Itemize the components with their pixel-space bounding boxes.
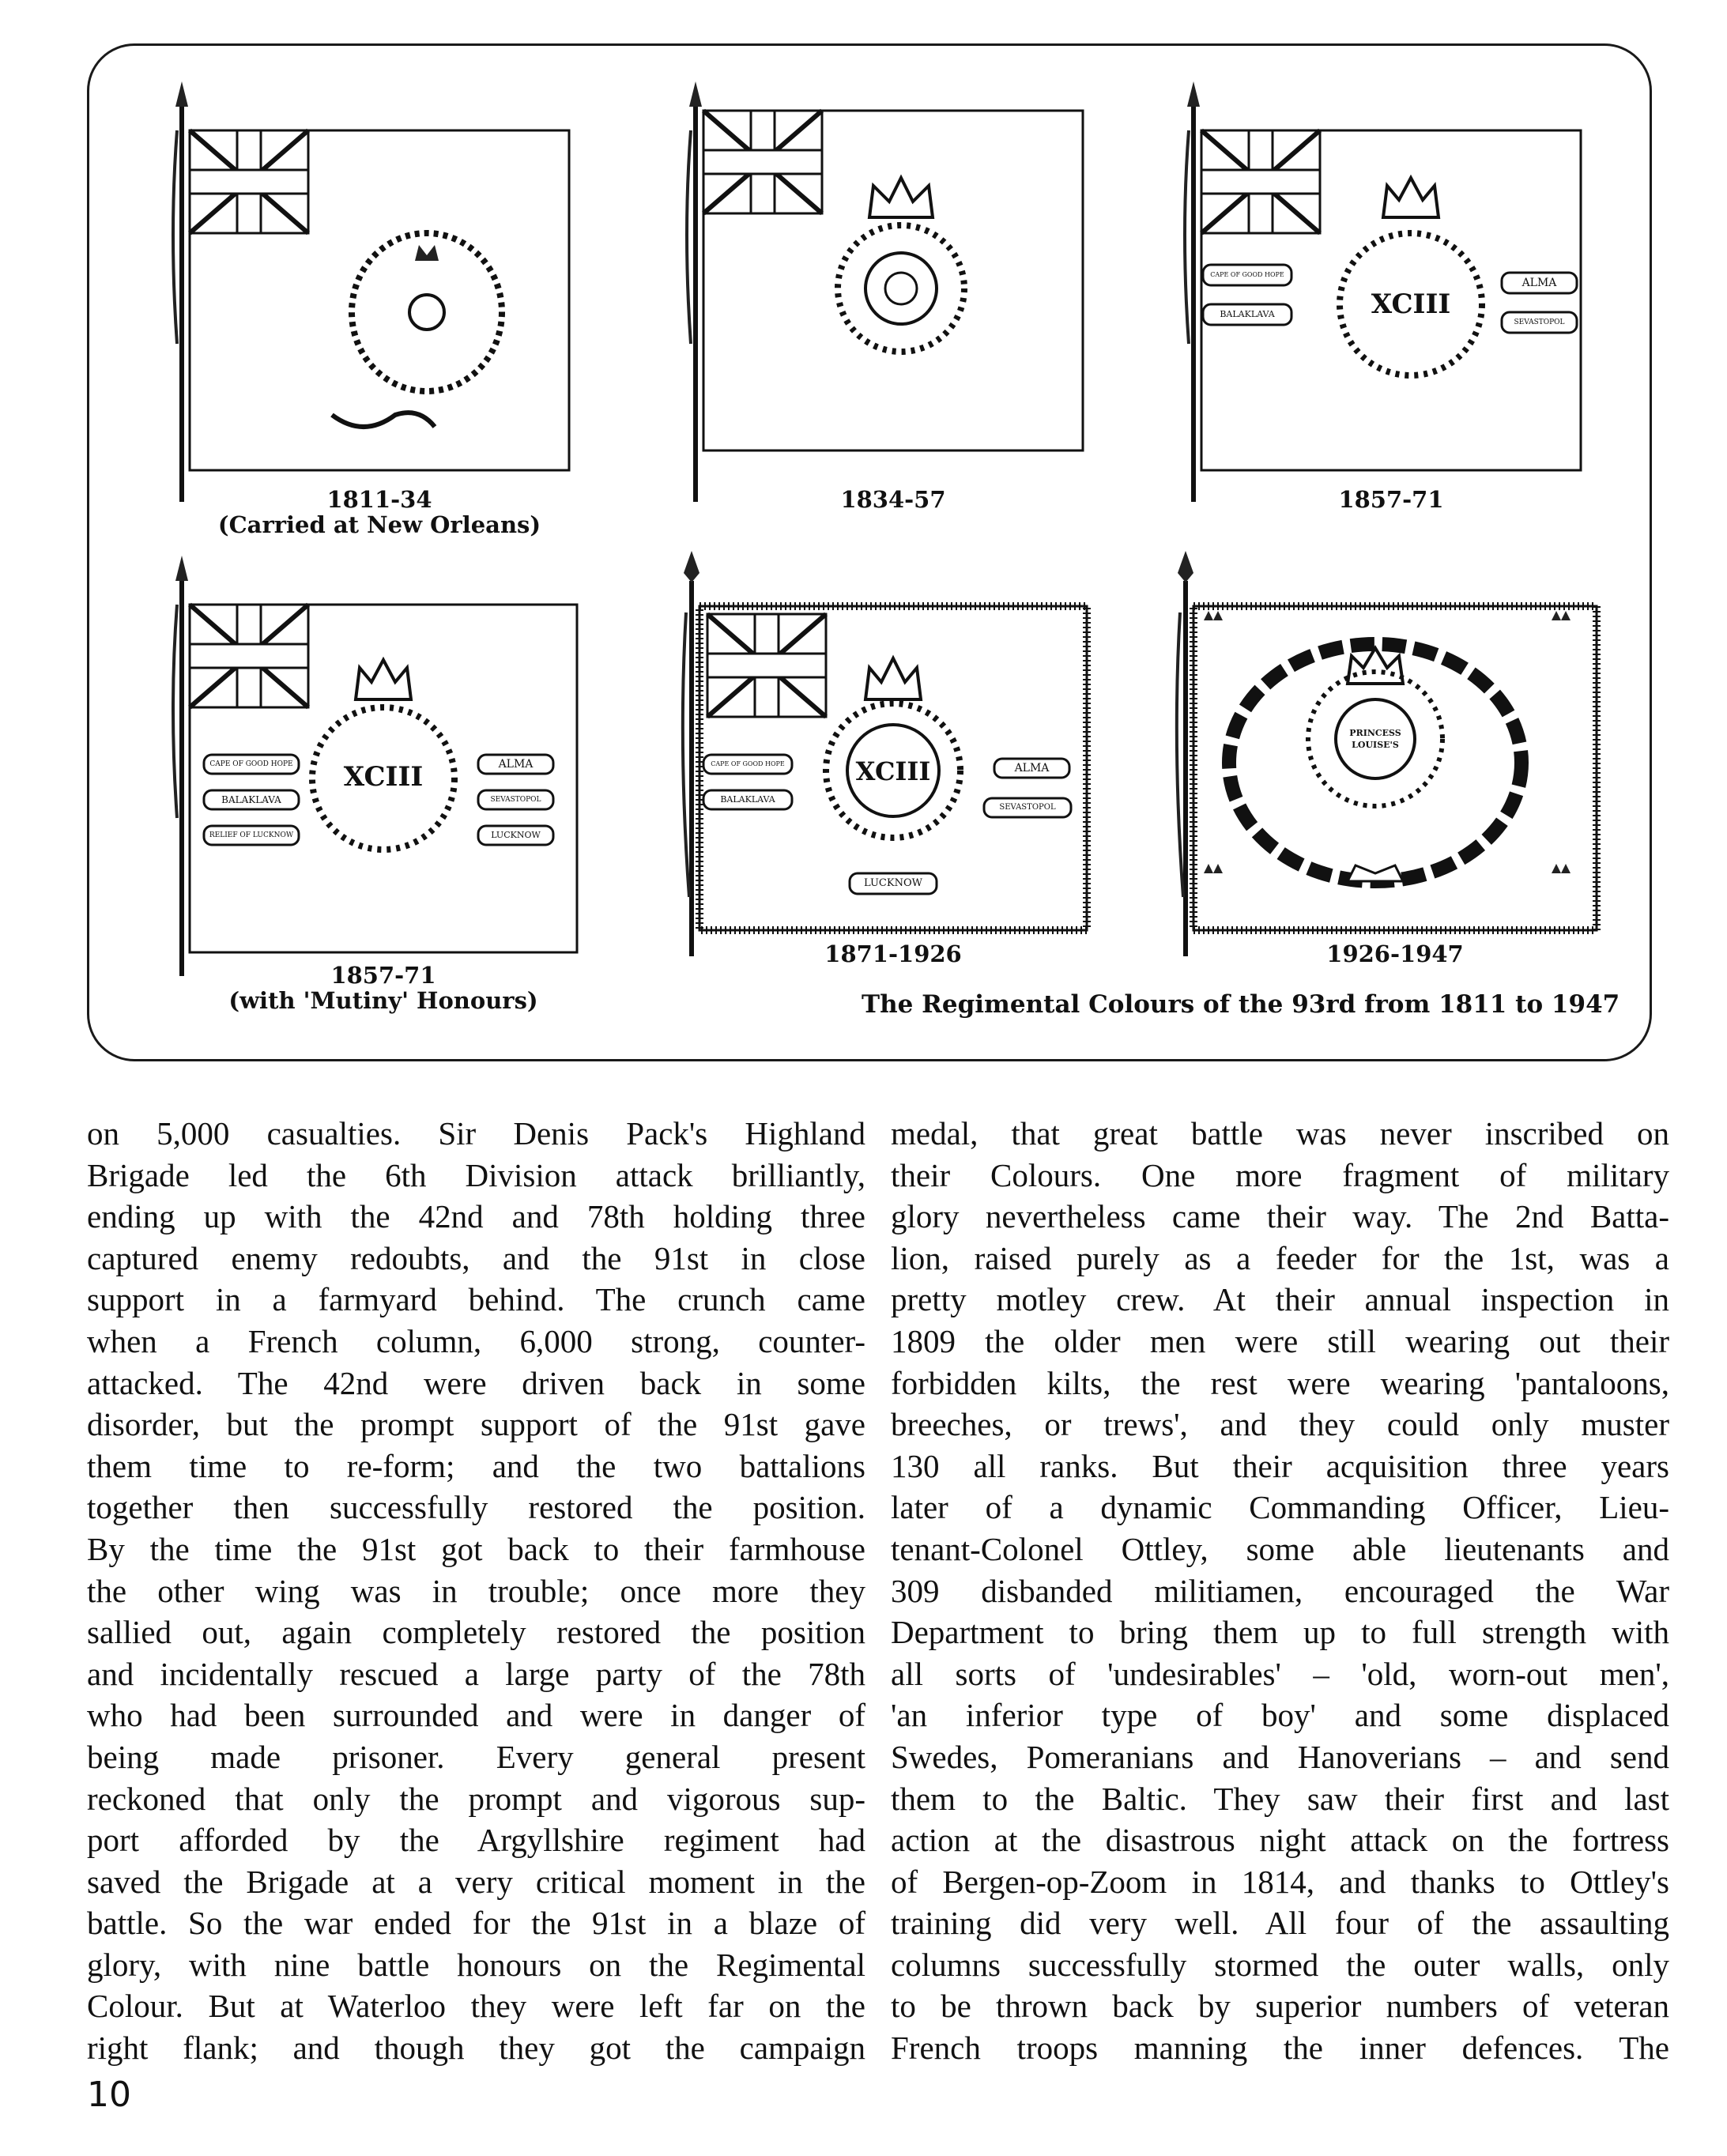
text-line: training did very well. All four of the assaulting <box>891 1905 1669 1942</box>
text-line: breeches, or trews', and they could only muster <box>891 1406 1669 1443</box>
colour-1871-1926 <box>672 549 1099 976</box>
text-line: battle. So the war ended for the 91st in a blaze of <box>87 1905 865 1942</box>
flag-date: 1857-71 <box>330 962 436 989</box>
crest-finial-icon <box>1178 551 1193 582</box>
text-line: tenant-Colonel Ottley, some able lieutenants and <box>891 1530 1669 1567</box>
text-line: medal, that great battle was never inscribed on <box>891 1115 1669 1152</box>
flag-date: 1926-1947 <box>1326 940 1464 967</box>
flag-drawing <box>158 75 585 518</box>
text-line: French troops manning the inner defences. The <box>891 2030 1669 2067</box>
page-number: 10 <box>87 2075 131 2115</box>
honour-label: SEVASTOPOL <box>999 803 1056 812</box>
flag-date: 1834-57 <box>840 486 946 513</box>
union-canton-icon <box>1201 130 1320 233</box>
cord-icon <box>1185 130 1189 344</box>
honour-label: CAPE OF GOOD HOPE <box>711 760 785 767</box>
left-text-column <box>87 1113 865 2069</box>
honour-label: BALAKLAVA <box>1220 309 1275 319</box>
text-line: 1809 the older men were still wearing out their <box>891 1322 1669 1359</box>
pike-head-icon <box>175 81 188 107</box>
text-line: forbidden kilts, the rest were wearing 'pantaloons, <box>891 1364 1669 1401</box>
colour-1857-71 <box>1170 75 1597 549</box>
flag-date: 1871-1926 <box>824 940 962 967</box>
text-line: who had been surrounded and were in danger of <box>87 1697 865 1734</box>
text-line: 130 all ranks. But their acquisition three years <box>891 1447 1669 1484</box>
cord-icon <box>173 605 177 818</box>
flag-note: (Carried at New Orleans) <box>217 511 541 538</box>
text-line: action at the disastrous night attack on the fortress <box>891 1822 1669 1859</box>
flag-drawing <box>1166 549 1608 960</box>
center-cipher: XCIII <box>343 761 424 793</box>
colour-1811-34 <box>158 75 585 549</box>
text-line: later of a dynamic Commanding Officer, Lieu- <box>891 1489 1669 1526</box>
text-line: columns successfully stormed the outer walls, only <box>891 1946 1669 1983</box>
text-line: and incidentally rescued a large party of the 78th <box>87 1655 865 1692</box>
text-line: port afforded by the Argyllshire regiment had <box>87 1822 865 1859</box>
text-line: captured enemy redoubts, and the 91st in close <box>87 1239 865 1276</box>
crest-finial-icon <box>684 551 699 582</box>
text-line: saved the Brigade at a very critical moment in the <box>87 1863 865 1900</box>
text-line: together then successfully restored the position. <box>87 1489 865 1526</box>
union-canton-icon <box>703 111 822 213</box>
text-line: By the time the 91st got back to their farmhouse <box>87 1530 865 1567</box>
honour-label: BALAKLAVA <box>221 794 281 805</box>
union-canton-icon <box>190 130 308 233</box>
text-line: when a French column, 6,000 strong, counter- <box>87 1322 865 1359</box>
text-line: 309 disbanded militiamen, encouraged the War <box>891 1572 1669 1609</box>
text-line: pretty motley crew. At their annual inspection in <box>891 1281 1669 1318</box>
text-line: sallied out, again completely restored the position <box>87 1614 865 1651</box>
center-cipher: XCIII <box>855 756 931 786</box>
honour-label: SEVASTOPOL <box>1514 318 1565 326</box>
figure-caption: The Regimental Colours of the 93rd from 1811 to 1947 <box>862 990 1620 1019</box>
honour-label: ALMA <box>1014 762 1050 775</box>
cord-icon <box>1177 612 1183 897</box>
text-line: glory, with nine battle honours on the Regimental <box>87 1946 865 1983</box>
flag-drawing <box>672 75 1099 518</box>
pike-head-icon <box>175 556 188 581</box>
text-line: Department to bring them up to full strength with <box>891 1614 1669 1651</box>
text-line: glory nevertheless came their way. The 2nd Batta- <box>891 1198 1669 1235</box>
cord-icon <box>173 130 177 344</box>
honour-label: CAPE OF GOOD HOPE <box>1210 271 1284 278</box>
honour-label: LUCKNOW <box>491 830 541 840</box>
honour-label: ALMA <box>498 758 534 771</box>
text-line: them to the Baltic. They saw their first and last <box>891 1780 1669 1817</box>
text-line: ending up with the 42nd and 78th holding three <box>87 1198 865 1235</box>
text-line: Brigade led the 6th Division attack brilliantly, <box>87 1156 865 1193</box>
colour-1857-71-mutiny <box>158 549 601 1023</box>
colour-1926-1947 <box>1166 549 1608 976</box>
text-line: Swedes, Pomeranians and Hanoverians – and send <box>891 1738 1669 1775</box>
text-line: attacked. The 42nd were driven back in some <box>87 1364 865 1401</box>
text-line: 'an inferior type of boy' and some displaced <box>891 1697 1669 1734</box>
right-text-column <box>891 1113 1669 2069</box>
flag-date: 1857-71 <box>1338 486 1444 513</box>
text-line: support in a farmyard behind. The crunch came <box>87 1281 865 1318</box>
honour-label: BALAKLAVA <box>720 794 775 805</box>
honour-label: SEVASTOPOL <box>490 796 541 804</box>
text-line: of Bergen-op-Zoom in 1814, and thanks to Ottley's <box>891 1863 1669 1900</box>
center-cipher: XCIII <box>1371 288 1451 320</box>
text-line: to be thrown back by superior numbers of veteran <box>891 1988 1669 2025</box>
honour-label: ALMA <box>1521 277 1557 289</box>
text-line: their Colours. One more fragment of military <box>891 1156 1669 1193</box>
honour-label: RELIEF OF LUCKNOW <box>209 831 294 839</box>
honour-label: CAPE OF GOOD HOPE <box>209 760 293 768</box>
cord-icon <box>687 130 691 344</box>
honour-label: LUCKNOW <box>864 877 922 889</box>
text-line: lion, raised purely as a feeder for the 1st, was a <box>891 1239 1669 1276</box>
flag-date: 1811-34 <box>326 486 432 513</box>
text-line: reckoned that only the prompt and vigorous sup- <box>87 1780 865 1817</box>
center-cipher: PRINCESS LOUISE'S <box>1349 728 1401 750</box>
union-canton-icon <box>190 605 308 707</box>
flag-note: (with 'Mutiny' Honours) <box>228 987 538 1014</box>
pike-head-icon <box>689 81 702 107</box>
text-line: Colour. But at Waterloo they were left far on the <box>87 1988 865 2025</box>
cord-icon <box>683 612 689 897</box>
union-canton-icon <box>707 614 826 717</box>
text-line: being made prisoner. Every general present <box>87 1738 865 1775</box>
text-line: right flank; and though they got the campaign <box>87 2030 865 2067</box>
text-line: the other wing was in trouble; once more they <box>87 1572 865 1609</box>
text-line: all sorts of 'undesirables' – 'old, worn-out men', <box>891 1655 1669 1692</box>
text-line: them time to re-form; and the two battalions <box>87 1447 865 1484</box>
text-line: disorder, but the prompt support of the 91st gave <box>87 1406 865 1443</box>
pike-head-icon <box>1187 81 1200 107</box>
text-line: on 5,000 casualties. Sir Denis Pack's Highland <box>87 1115 865 1152</box>
colour-1834-57 <box>672 75 1099 549</box>
